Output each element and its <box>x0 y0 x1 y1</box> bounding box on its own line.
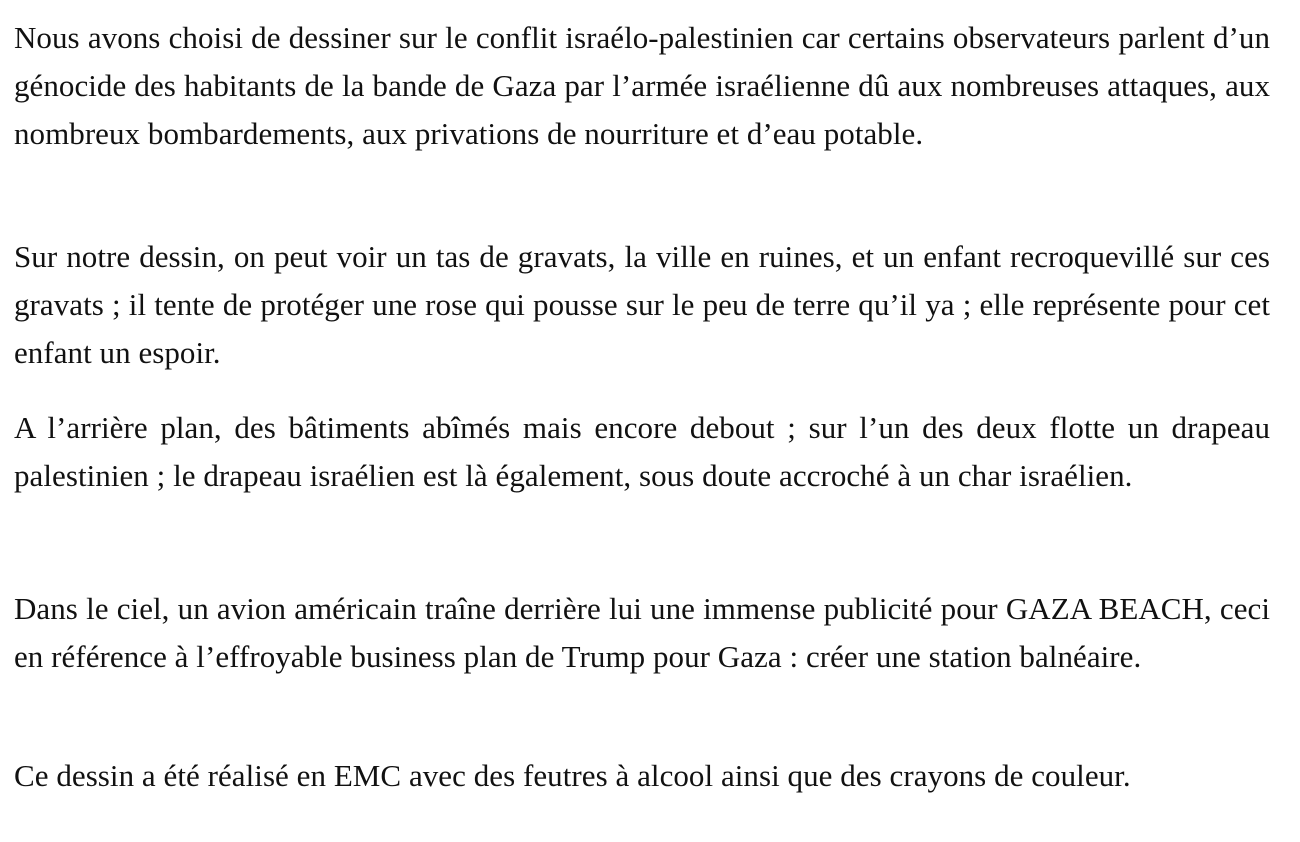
paragraph-drawing-description: Sur notre dessin, on peut voir un tas de gravats, la ville en ruines, et un enfant recroquevillé sur ces gravats ; il tente de protéger une rose qui pousse sur le peu de terre qu’il ya ; elle représente pour cet enfant un espoir. <box>14 239 1270 370</box>
paragraph-materials: Ce dessin a été réalisé en EMC avec des feutres à alcool ainsi que des crayons de couleur. <box>14 758 1131 793</box>
paragraph-conflict-choice: Nous avons choisi de dessiner sur le conflit israélo-palestinien car certains observateurs parlent d’un génocide des habitants de la bande de Gaza par l’armée israélienne dû aux nombreuses attaques, aux nombreux bombardements, aux privations de nourriture et d’eau potable. <box>14 20 1270 151</box>
paragraph-background-description: A l’arrière plan, des bâtiments abîmés mais encore debout ; sur l’un des deux flotte un drapeau palestinien ; le drapeau israélien est là également, sous doute accroché à un char israélien. <box>14 410 1270 493</box>
paragraph-sky-description: Dans le ciel, un avion américain traîne derrière lui une immense publicité pour GAZA BEACH, ceci en référence à l’effroyable business plan de Trump pour Gaza : créer une station balnéaire. <box>14 591 1270 674</box>
